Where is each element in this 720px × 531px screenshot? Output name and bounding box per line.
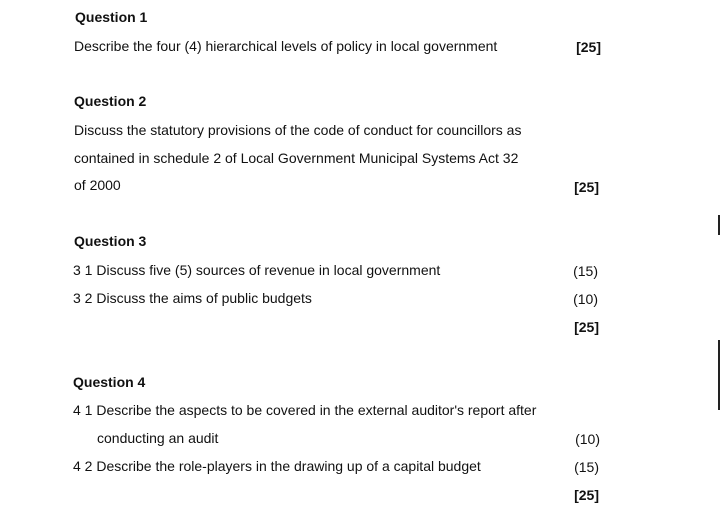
question-2-marks: [25] xyxy=(574,179,599,195)
question-4-item-2: 4 2 Describe the role-players in the drawing up of a capital budget xyxy=(73,458,481,474)
question-1-text: Describe the four (4) hierarchical levels of policy in local government xyxy=(74,38,498,54)
question-1-marks: [25] xyxy=(576,39,601,55)
question-2-heading: Question 2 xyxy=(74,93,147,109)
question-2-text-line-2: contained in schedule 2 of Local Government Municipal Systems Act 32 xyxy=(74,150,519,166)
question-3-item-2-marks: (10) xyxy=(573,291,598,307)
question-4-marks: [25] xyxy=(574,487,599,503)
question-4-item-1-marks: (10) xyxy=(575,431,600,447)
question-4-item-1-line-2: conducting an audit xyxy=(97,430,219,446)
question-1-heading: Question 1 xyxy=(75,9,148,25)
question-4-heading: Question 4 xyxy=(73,374,146,390)
question-4-item-1-line-1: 4 1 Describe the aspects to be covered in the external auditor's report after xyxy=(73,402,537,418)
question-3-item-1: 3 1 Discuss five (5) sources of revenue in local government xyxy=(73,262,441,278)
question-3-item-1-marks: (15) xyxy=(573,263,598,279)
question-2-text-line-1: Discuss the statutory provisions of the code of conduct for councillors as xyxy=(74,122,522,138)
question-3-marks: [25] xyxy=(574,319,599,335)
question-3-heading: Question 3 xyxy=(74,233,147,249)
question-2-text-line-3: of 2000 xyxy=(74,177,121,193)
question-4-item-2-marks: (15) xyxy=(574,459,599,475)
question-3-item-2: 3 2 Discuss the aims of public budgets xyxy=(73,290,312,306)
